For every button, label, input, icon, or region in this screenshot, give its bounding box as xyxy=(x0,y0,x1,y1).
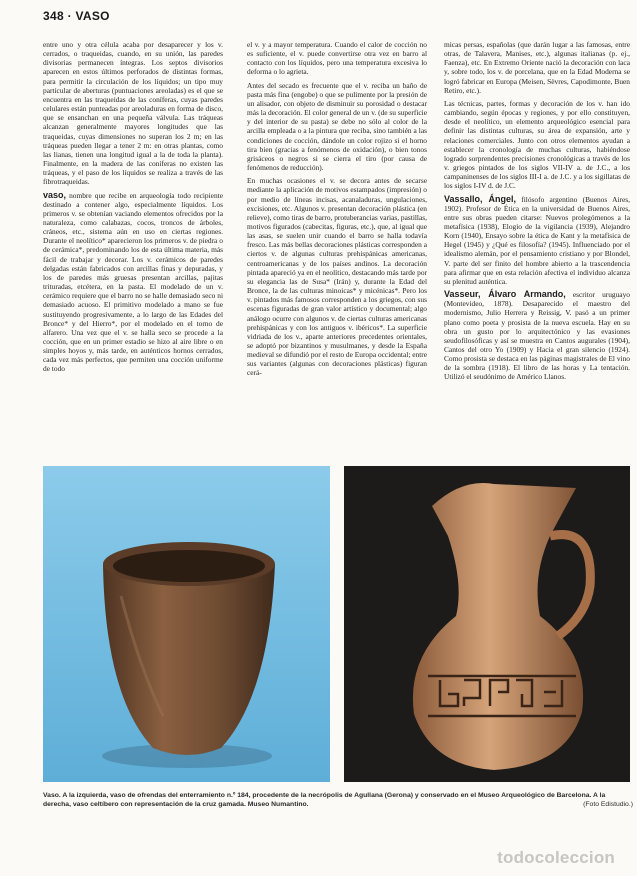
page-header xyxy=(43,9,110,23)
column-3 xyxy=(444,40,630,382)
entry-vassallo-text: filósofo argentino (Buenos Aires, 1902). Profesor de Ética en la universidad de Buenos Aires, entre sus obras pueden citarse: Nuevos prolegómenos a la metafísica (1938), Elogio de la vigilancia (1939), Alejandro Korn (1940), Ensayo sobre la ética de Kant y la metafísica de Hegel (1945) y ¿Qué es filosofía? (1945). Influenciado por el idealismo alemán, por el pensamiento cristiano y por Blondel, V. parte del ser finito del hombre abierto a la trascendencia para afirmar que en esta relación afectiva el individuo alcanza su plenitud auténtica. xyxy=(444,194,630,286)
header-separator: · xyxy=(67,9,76,23)
col2-paragraph-3: En muchas ocasiones el v. se decora antes de secarse mediante la aplicación de motivos estampados (impresión) o por medio de líneas incisas, acanaladuras, ungulaciones, excisiones, etc. Algunos v. presentan decoración plástica (en relieve), como tiras de barro, protuberancias varias, pastillas, motivos figurados (cabecitas, figuras, etc.), que, al igual que las asas, se suelen unir cuando el barro se halla todavía fresco. Las más bellas decoraciones plásticas corresponden a ciertos v. de algunas culturas prehispánicas americanas, centroamericanas y de los países andinos. La decoración pintada apareció ya en el neolítico, destacando más tarde por su elegancia las de Susa* (Irán) y, durante la Edad del Bronce, la de las culturas minoicas* y micénicas*. Pero los v. pintados más famosos corresponden a los griegos, con sus escenas figuradas de gran valor artístico y documental; algo análogo ocurre con algunos v. de ciertas culturas americanas prehispánicas y con los antiguos v. ibéricos*. La superficie vidriada de los v., aparte anteriores precedentes orientales, se adoptó por bizantinos y musulmanes, y desde la España medieval se difundió por el resto de Europa occidental; entre sus variantes (algunas con decoraciones plásticas) figuran cerá- xyxy=(247,176,427,378)
column-2 xyxy=(247,40,427,378)
col2-paragraph-2: Antes del secado es frecuente que el v. reciba un baño de pasta más fina (engobe) o que se pulimente por la presión de un alisador, con objeto de disminuir su porosidad o destacar más la decoración. El color general de un v. (de su superficie y del interior de su pasta) se debe no sólo al color de la arcilla empleada o a la pintura que reciba, sino también a las condiciones de cocción, dándole un color rojizo si el horno tira bien (gracias a fenómenos de oxidación), o bien tonos grisáceos o negros si se cierra el tiro (por causa de fenómenos de reducción). xyxy=(247,80,427,173)
entry-vassallo xyxy=(444,195,630,287)
entry-vaso-headword: vaso, xyxy=(43,189,67,200)
entry-vaso-text: nombre que recibe en arqueología todo recipiente destinado a contener algo, especialmente líquidos. Los primeros v. se obtenían vaciando elementos ofrecidos por la naturaleza, como calabazas, cocos, troncos de árboles, cráneos, etc., sistema aún en uso en ciertas regiones. Durante el neolítico* aparecieron los primeros v. de piedra o de cerámica*, predominando los de esta última materia, más fácil de trabajar y decorar. Los v. cerámicos de paredes delgadas están fabricados con arcillas finas y depuradas, y los de paredes más gruesas presentan arcillas, pajitas trituradas, etcétera, en la pasta. El modelado de un v. cerámico requiere que el barro no se halle demasiado seco ni demasiado acuoso. El primitivo modelado a mano se fue sustituyendo progresivamente, a lo largo de las Edades del Bronce* y del Hierro*, por el modelado en el torno de alfarero. Una vez que el v. se halla seco se procede a la cocción, que en un primer estadio se hizo al aire libre o en simples hoyos y, más tarde, en auténticos hornos cerrados, cada vez más perfectos, que permiten una cocción uniforme de todo xyxy=(43,190,223,374)
col2-paragraph-1: el v. y a mayor temperatura. Cuando el calor de cocción no es suficiente, el v. puede convertirse otra vez en barro al contacto con los líquidos, pero una temperatura excesiva lo deforma o lo agrieta. xyxy=(247,40,427,77)
entry-vasseur-text: escritor uruguayo (Montevideo, 1878). Desaparecido el maestro del modernismo, Julio Herrera y Reissig, V. pasó a un primer plano como poeta y prosista de la nueva escuela. Hay en su obra un gusto por lo arquitectónico y las evasiones seudofilosóficas y así se muestra en Cantos augurales (1904), Cantos del otro Yo (1909) y Hacia el gran silencio (1924). Como prosista se destaca en las páginas magistrales de El vino de la sombra (1918). El libro de las horas y La tentación. Utilizó el seudónimo de Américo Llanos. xyxy=(444,290,630,382)
col3-paragraph-2: Las técnicas, partes, formas y decoración de los v. han ido cambiando, según épocas y regiones, y por ello constituyen, desde el neolítico, un elemento arqueológico esencial para definir las distintas culturas, su área de expansión, arte y relaciones comerciales. Junto con otros elementos ayudan a establecer la cronología de muchas culturas, habiéndose logrado sorprendentes precisiones cronológicas a través de los v. griegos pintados de los siglos VII-IV a. de J.C., a los campaninenses de los siglos III-I a. de J.C. y a los sigillatas de los siglos I-IV d. de J.C. xyxy=(444,98,630,191)
entry-vaso xyxy=(43,191,223,374)
section-title: VASO xyxy=(75,9,110,23)
photo-celtiberian-vessel xyxy=(344,466,630,782)
column-1 xyxy=(43,40,223,374)
caption-text: Vaso. A la izquierda, vaso de ofrendas del enterramiento n.º 184, procedente de la necrópolis de Agullana (Gerona) y conservado en el Museo Arqueológico de Barcelona. A la derecha, vaso celtíbero con representación de la cruz gamada. Museo Numantino. xyxy=(43,792,606,808)
col3-paragraph-1: micas persas, españolas (que darán lugar a las famosas, entre otras, de Talavera, Manises, etc.), algunas italianas (p. ej., Faenza), etc. En Extremo Oriente nació la decoración con laca y, sobre todo, los v. de porcelana, que en la Edad Moderna se logró fabricar en Europa (Meisen, Sèvres, Capodimonte, Buen Retiro, etc.). xyxy=(444,40,630,95)
col1-paragraph-1: entre uno y otra célula acaba por desaparecer y los v. cerrados, o traqueidas, cuando, en su unión, las paredes divisorias permanecen íntegras. Los septos divisorios aparecen en estos últimos perforados de distintas formas, para permitir la circulación de los líquidos; un tipo muy particular de aberturas (puntuaciones areoladas) es el que se encuentra en las traqueidas de las coníferas, cuyas paredes celulares están punteadas por areoladuras en forma de disco, que se ensanchan en una pequeña válvula. Las tráqueas alcanzan generalmente mayores longitudes que las traqueidas, cuyas dimensiones no superan los 2 m; en las tráqueas pueden llegar a tener 2 m: en otras plantas, como las lianas, tienen una longitud igual a la de toda la planta). Finalmente, en la madera de las coníferas no existen las tráqueas, y el paso de los líquidos se realiza a través de las fibrotraqueidas. xyxy=(43,40,223,187)
photo-credit: (Foto Edistudio.) xyxy=(583,801,633,808)
entry-vassallo-headword: Vassallo, Ángel, xyxy=(444,193,516,204)
page-number: 348 xyxy=(43,9,64,23)
watermark-logo: todocoleccion xyxy=(497,848,615,867)
entry-vasseur xyxy=(444,290,630,382)
entry-vasseur-headword: Vasseur, Álvaro Armando, xyxy=(444,289,566,300)
photo-ofrendas-vessel xyxy=(43,466,330,782)
celtiberian-vessel-illustration xyxy=(344,466,630,782)
ofrendas-vessel-illustration xyxy=(43,466,330,782)
figure-caption xyxy=(43,791,633,809)
